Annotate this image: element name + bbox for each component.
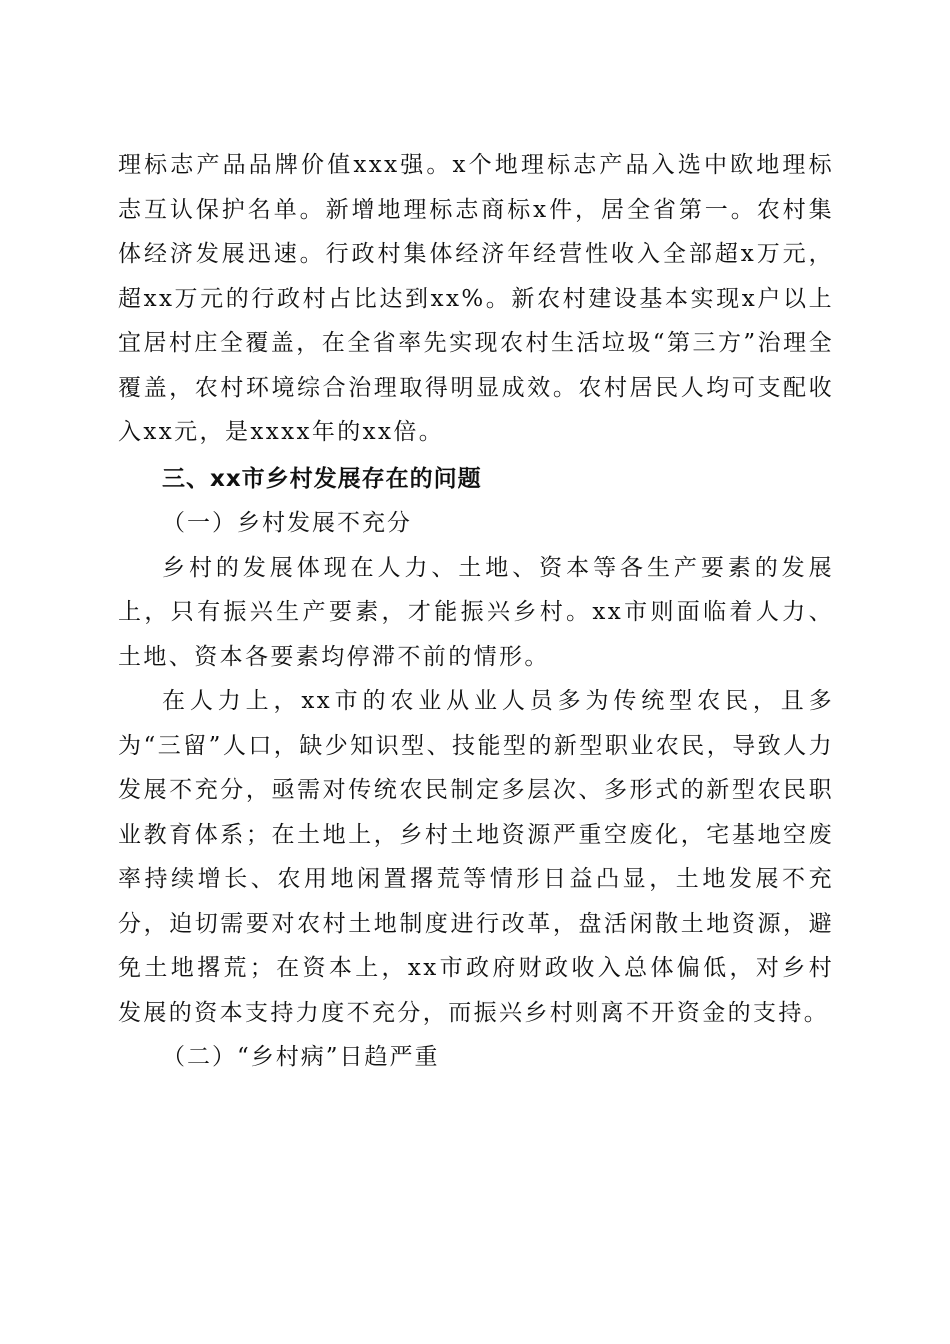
subsection-heading-1: （一）乡村发展不充分 bbox=[162, 510, 412, 536]
subsection-heading-2: （二）“乡村病”日趋严重 bbox=[162, 1044, 440, 1070]
document-page bbox=[118, 143, 834, 1080]
section-heading: 三、xx市乡村发展存在的问题 bbox=[162, 465, 482, 492]
paragraph-factors: 在人力上，xx市的农业从业人员多为传统型农民，且多为“三留”人口，缺少知识型、技能型的新型职业农民，导致人力发展不充分，亟需对传统农民制定多层次、多形式的新型农民职业教育体系；在土地上，乡村土地资源严重空废化，宅基地空废率持续增长、农用地闲置撂荒等情形日益凸显，土地发展不充分，迫切需要对农村土地制度进行改革，盘活闲散土地资源，避免土地撂荒；在资本上，xx市政府财政收入总体偏低，对乡村发展的资本支持力度不充分，而振兴乡村则离不开资金的支持。 bbox=[118, 688, 834, 1026]
paragraph-development: 乡村的发展体现在人力、土地、资本等各生产要素的发展上，只有振兴生产要素，才能振兴乡村。xx市则面临着人力、土地、资本各要素均停滞不前的情形。 bbox=[118, 554, 834, 670]
paragraph-continuation: 理标志产品品牌价值xxx强。x个地理标志产品入选中欧地理标志互认保护名单。新增地理标志商标x件，居全省第一。农村集体经济发展迅速。行政村集体经济年经营性收入全部超x万元，超xx万元的行政村占比达到xx%。新农村建设基本实现x户以上宜居村庄全覆盖，在全省率先实现农村生活垃圾“第三方”治理全覆盖，农村环境综合治理取得明显成效。农村居民人均可支配收入xx元，是xxxx年的xx倍。 bbox=[118, 152, 834, 445]
